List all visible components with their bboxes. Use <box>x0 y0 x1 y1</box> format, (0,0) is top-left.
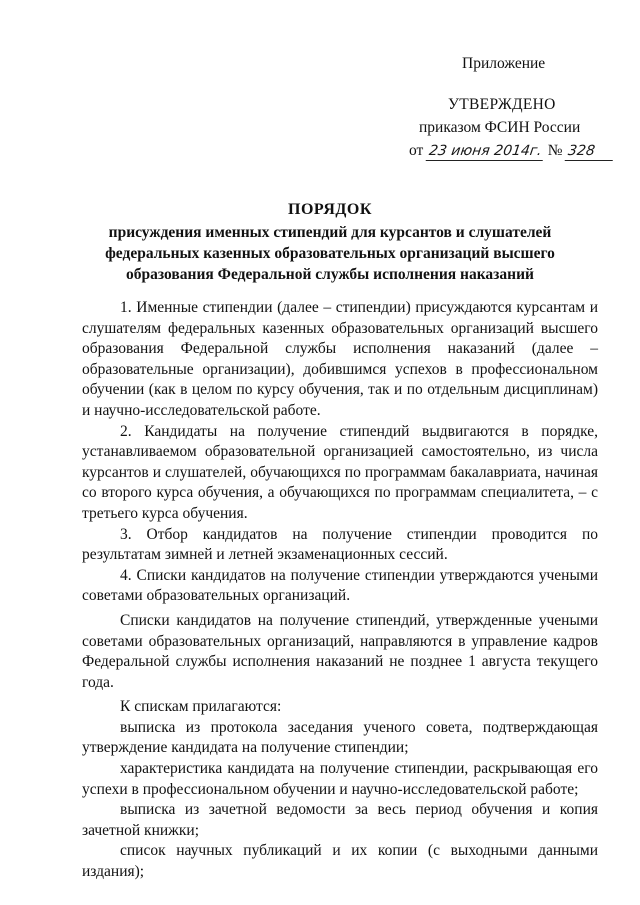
paragraph-10: список научных публикаций и их копии (с выходными данными издания); <box>82 842 598 881</box>
handwritten-date: 23 июня 2014г. <box>426 142 545 161</box>
paragraph-3: 3. Отбор кандидатов на получение стипендии проводится по результатам зимней и летней экзаменационных сессий. <box>82 525 598 564</box>
order-by-label: приказом ФСИН России <box>419 119 581 136</box>
document-title-block <box>60 199 600 285</box>
paragraph-8: характеристика кандидата на получение стипендии, раскрывающая его успехи в профессиональном обучении и научно-исследовательской работе; <box>82 760 598 798</box>
subtitle-line-3: образования Федеральной службы исполнения наказаний <box>126 266 534 283</box>
paragraph-2: 2. Кандидаты на получение стипендий выдвигаются в порядке, устанавливаемом образовательной организацией самостоятельно, из числа курсантов и слушателей, обучающихся по программам бакалавриата, начиная со второго курса обучения, а обучающихся по программам специалитета, – с третьего курса обучения. <box>82 422 598 522</box>
paragraph-7: выписка из протокола заседания ученого совета, подтверждающая утверждение кандидата на получение стипендии; <box>82 718 598 757</box>
paragraph-4: 4. Списки кандидатов на получение стипендии утверждаются учеными советами образовательных организаций. <box>82 566 598 605</box>
paragraph-9: выписка из зачетной ведомости за весь период обучения и копия зачетной книжки; <box>82 801 598 839</box>
paragraph-5: Списки кандидатов на получение стипендий, утвержденные учеными советами образовательных организаций, направляются в управление кадров Федеральной службы исполнения наказаний не позднее 1 августа текущего года. <box>82 611 598 691</box>
approved-label: УТВЕРЖДЕНО <box>448 96 556 113</box>
order-date-line <box>409 139 614 163</box>
document-body <box>82 298 598 883</box>
paragraph-6: К спискам прилагаются: <box>120 698 282 716</box>
subtitle-line-2: федеральных казенных образовательных организаций высшего <box>105 245 555 262</box>
date-prefix: от <box>409 142 424 159</box>
annex-label: Приложение <box>462 55 546 72</box>
subtitle-line-1: присуждения именных стипендий для курсантов и слушателей <box>108 224 552 241</box>
number-sign: № <box>547 142 563 159</box>
document-title: ПОРЯДОК <box>288 201 372 218</box>
handwritten-number: 328 <box>565 142 616 161</box>
paragraph-1: 1. Именные стипендии (далее – стипендии) присуждаются курсантам и слушателям федеральных казенных образовательных организаций высшего образования Федеральной службы исполнения наказаний (далее – образовательные организации), добившимся успехов в профессиональном обучении (как в целом по курсу обучения, так и по отдельным дисциплинам) и научно-исследовательской работе. <box>82 299 598 419</box>
